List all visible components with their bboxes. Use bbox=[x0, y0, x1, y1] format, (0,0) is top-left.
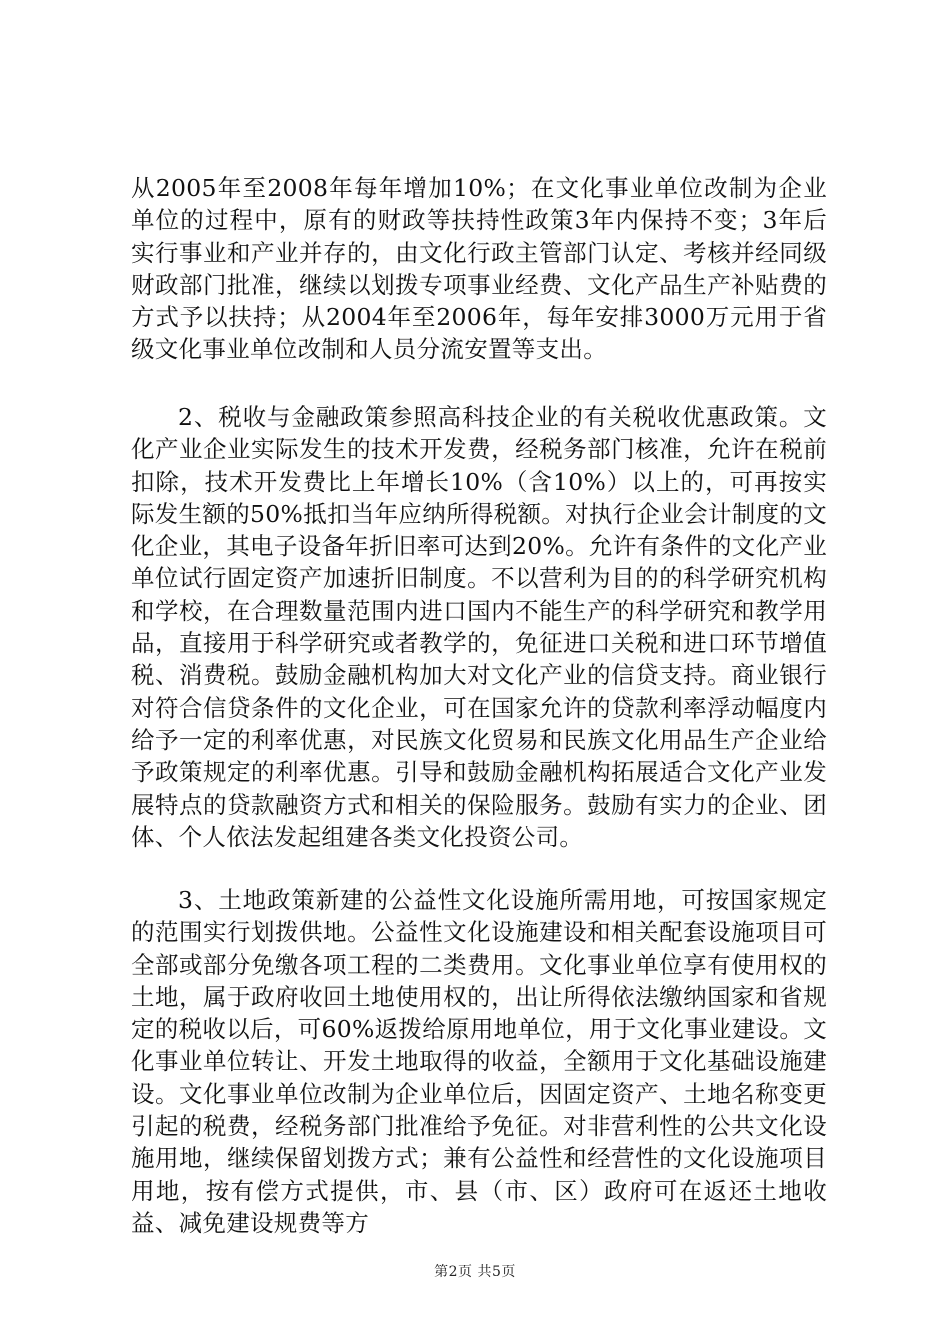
paragraph-continuation: 从2005年至2008年每年增加10%；在文化事业单位改制为企业单位的过程中，原有的财政等扶持性政策3年内保持不变；3年后实行事业和产业并存的，由文化行政主管部门认定、考核并经同级财政部门批准，继续以划拨专项事业经费、文化产品生产补贴费的方式予以扶持；从2004年至2006年，每年安排3000万元用于省级文化事业单位改制和人员分流安置等支出。 bbox=[131, 174, 827, 364]
paragraph-tax-finance-policy: 2、税收与金融政策参照高科技企业的有关税收优惠政策。文化产业企业实际发生的技术开发费，经税务部门核准，允许在税前扣除，技术开发费比上年增长10%（含10%）以上的，可再按实际发生额的50%抵扣当年应纳所得税额。对执行企业会计制度的文化企业，其电子设备年折旧率可达到20%。允许有条件的文化产业单位试行固定资产加速折旧制度。不以营利为目的的科学研究机构和学校，在合理数量范围内进口国内不能生产的科学研究和教学用品，直接用于科学研究或者教学的，免征进口关税和进口环节增值税、消费税。鼓励金融机构加大对文化产业的信贷支持。商业银行对符合信贷条件的文化企业，可在国家允许的贷款利率浮动幅度内给予一定的利率优惠，对民族文化贸易和民族文化用品生产企业给予政策规定的利率优惠。引导和鼓励金融机构拓展适合文化产业发展特点的贷款融资方式和相关的保险服务。鼓励有实力的企业、团体、个人依法发起组建各类文化投资公司。 bbox=[131, 403, 827, 851]
paragraph-land-policy: 3、土地政策新建的公益性文化设施所需用地，可按国家规定的范围实行划拨供地。公益性文化设施建设和相关配套设施项目可全部或部分免缴各项工程的二类费用。文化事业单位享有使用权的土地，属于政府收回土地使用权的，出让所得依法缴纳国家和省规定的税收以后，可60%返拨给原用地单位，用于文化事业建设。文化事业单位转让、开发土地取得的收益，全额用于文化基础设施建设。文化事业单位改制为企业单位后，因固定资产、土地名称变更引起的税费，经税务部门批准给予免征。对非营利性的公共文化设施用地，继续保留划拨方式；兼有公益性和经营性的文化设施项目用地，按有偿方式提供，市、县（市、区）政府可在返还土地收益、减免建设规费等方 bbox=[131, 886, 827, 1237]
page-footer: 第2页 共5页 bbox=[434, 1264, 516, 1280]
